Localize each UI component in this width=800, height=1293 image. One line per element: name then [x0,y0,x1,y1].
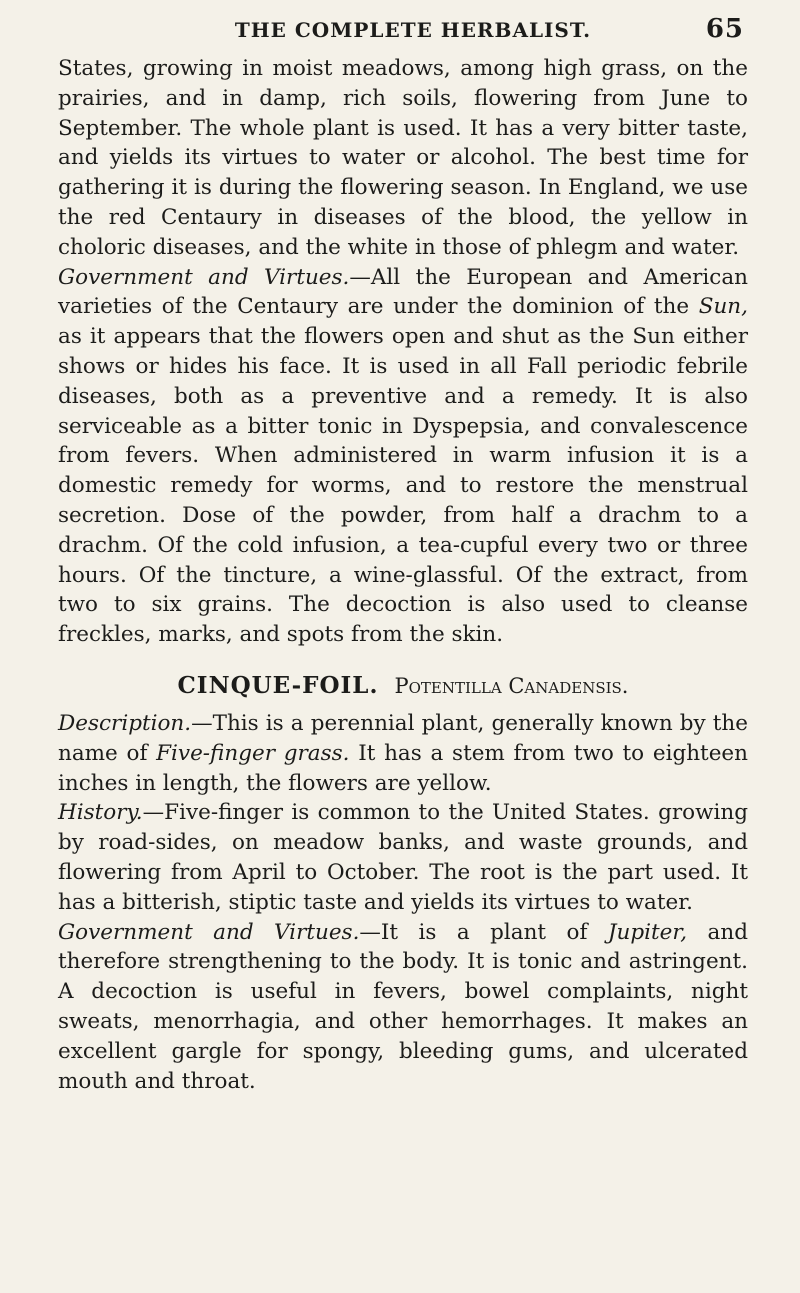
latin-name: Potentilla Canadensis. [394,673,629,698]
paragraph-text: —All the European and American varieties of the Centaury are under the dominion of the [58,264,748,320]
centaury-habitat-paragraph: States, growing in moist meadows, among high grass, on the prairies, and in damp, rich soils, flowering from June to September. The whole plant is used. It has a very bitter taste, and yields its virtues to water or alcohol. The best time for gathering it is during the flowering season. In England, we use the red Centaury in diseases of the blood, the yellow in choloric diseases, and the white in those of phlegm and water. [58,56,748,260]
section-title: CINQUE-FOIL. [177,671,379,699]
paragraph-text: —Five-finger is common to the United States. growing by road-sides, on meadow banks, and waste grounds, and flowering from April to October. The root is the part used. It has a bitterish, stiptic taste and yields its virtues to water. [58,800,748,915]
cinquefoil-description-paragraph [58,709,748,798]
emphasis-planet: Jupiter, [607,919,688,945]
run-in-heading: Description. [58,710,192,736]
run-in-heading: Government and Virtues. [58,264,350,290]
paragraph-text: and therefore strengthening to the body. It is tonic and astringent. A decoction is useful in fevers, bowel complaints, night sweats, menorrhagia, and other hemorrhages. It makes an excellent gargle for spongy, bleeding gums, and ulcerated mouth and throat. [58,919,748,1094]
run-in-heading: Government and Virtues. [58,919,360,945]
cinquefoil-government-paragraph [58,918,748,1097]
page-number: 65 [705,14,744,44]
cinquefoil-history-paragraph [58,798,748,917]
running-title: THE COMPLETE HERBALIST. [234,18,592,42]
paragraph-text: It has a stem from two to eighteen inches in length, the flowers are yellow. [58,740,748,796]
running-head [58,14,748,54]
run-in-heading: History. [58,800,143,826]
paragraph-text: —It is a plant of [359,919,608,945]
emphasis-common-name: Five-finger grass. [156,740,350,766]
emphasis-sun: Sun, [698,294,748,320]
centaury-government-paragraph [58,263,748,650]
paragraph-text: as it appears that the flowers open and shut as the Sun either shows or hides his face. It is used in all Fall periodic febrile diseases, both as a preventive and a remedy. It is also serviceable as a bitter tonic in Dyspepsia, and convalescence from fevers. When administered in warm infusion it is a domestic remedy for worms, and to restore the menstrual secretion. Dose of the powder, from half a drachm to a drachm. Of the cold infusion, a tea-cupful every two or three hours. Of the tincture, a wine-glassful. Of the extract, from two to six grains. The decoction is also used to cleanse freckles, marks, and spots from the skin. [58,324,748,648]
paragraph-text: —This is a perennial plant, generally known by the name of [58,710,748,766]
section-heading-cinquefoil [58,672,748,699]
